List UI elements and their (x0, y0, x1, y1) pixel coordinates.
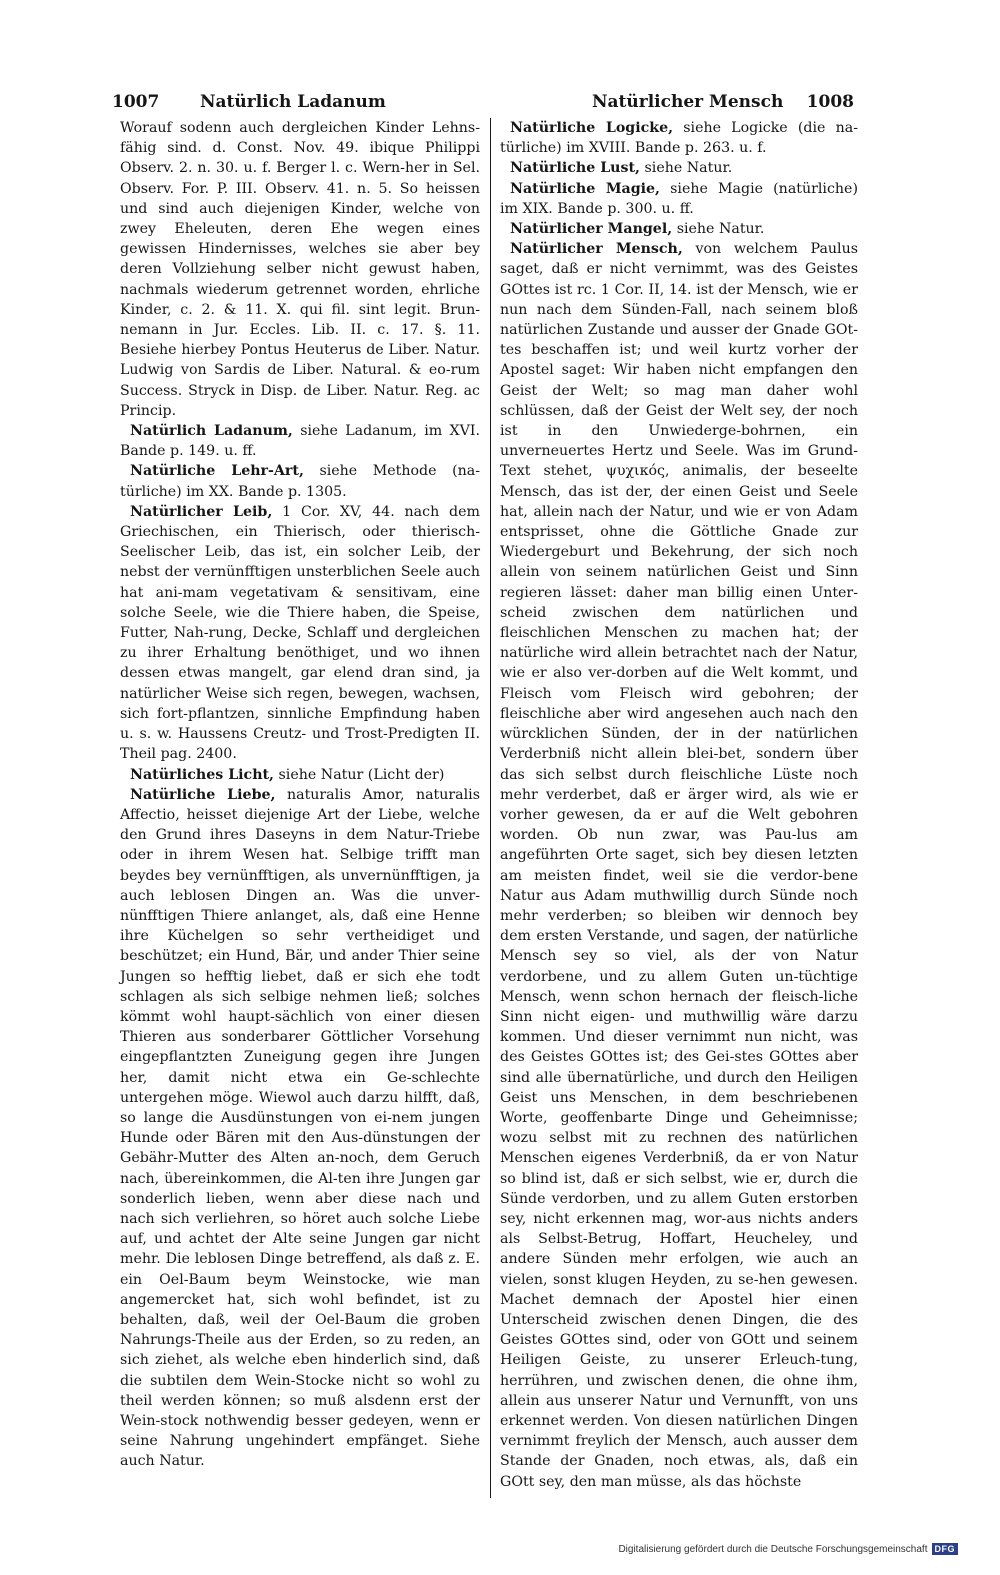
left-entry-3 (120, 502, 480, 765)
right-entry-2 (500, 179, 858, 219)
entry-lemma: Natürliches Licht, (130, 766, 275, 783)
funding-credit: Digitalisierung gefördert durch die Deutsche Forschungsgemeinschaft (618, 1543, 928, 1555)
left-column (120, 118, 480, 1472)
entry-lemma: Natürlicher Mangel, (510, 221, 673, 238)
right-entry-3 (500, 219, 858, 239)
right-column (500, 118, 858, 1492)
page-header (112, 88, 852, 118)
right-entry-1 (500, 158, 858, 178)
entry-lemma: Natürlicher Mensch, (510, 241, 683, 258)
entry-text: Worauf sodenn auch dergleichen Kinder Lehns-fähig sind. d. Const. Nov. 49. ibique Philippi Observ. 2. n. 30. u. f. Berger l. c. Wern-her in Sel. Observ. For. P. III. Observ. 41. n. 5. So heissen und sind auch diejenigen Kinder, welche von zwey Eheleuten, deren Ehe wegen eines gewissen Hindernisses, welches sie aber bey deren Vollziehung selber nicht gewust haben, nachmals wiederum getrennet worden, ehrliche Kinder, c. 2. & 11. X. qui fil. sint legit. Brun-nemann in Jur. Eccles. Lib. II. c. 17. §. 11. Besiehe hierbey Pontus Heuterus de Liber. Natur. Ludwig von Sardis de Liber. Natural. & eo-rum Success. Stryck in Disp. de Liber. Natur. Reg. ac Princip. (120, 120, 480, 419)
entry-text: siehe Natur (Licht der) (278, 766, 445, 783)
scan-page (112, 88, 858, 1490)
left-entry-5 (120, 785, 480, 1472)
entry-text: siehe Natur. (676, 221, 765, 238)
left-entry-0 (120, 118, 480, 421)
entry-text: siehe Logicke (die na-türliche) im XVIII. Bande p. 263. u. f. (500, 120, 858, 157)
entry-text: 1 Cor. XV, 44. nach dem Griechischen, ein Thierisch, oder thierisch-Seelischer Leib, das ist, ein solcher Leib, der nebst der vernünfftigen unsterblichen Seele auch hat ani-mam vegetativam & sensitivam, eine solche Seele, wie die Thiere haben, die Speise, Futter, Nah-rung, Decke, Schlaff und dergleichen zu ihrer Erhaltung benöthiget, und wo ihnen dessen etwas mangelt, gar elend dran sind, ja natürlicher Weise sich regen, bewegen, wachsen, sich fort-pflantzen, sinnliche Empfindung haben u. s. w. Haussens Creutz- und Trost-Predigten II. Theil pag. 2400. (120, 503, 480, 763)
entry-lemma: Natürliche Logicke, (510, 120, 674, 136)
column-divider (490, 118, 491, 1498)
running-title-left: Natürlich Ladanum (200, 92, 386, 112)
left-entry-4 (120, 765, 480, 785)
entry-lemma: Natürliche Lust, (510, 160, 640, 177)
right-entry-4 (500, 239, 858, 1492)
right-entry-0 (500, 118, 858, 158)
left-entry-1 (120, 421, 480, 461)
left-entry-2 (120, 461, 480, 501)
entry-lemma: Natürlich Ladanum, (130, 423, 293, 440)
entry-text: siehe Methode (na-türliche) im XX. Bande p. 1305. (120, 463, 480, 500)
page-number-left: 1007 (112, 92, 160, 112)
entry-text: siehe Magie (natürliche) im XIX. Bande p. 300. u. ff. (500, 180, 858, 217)
page-number-right: 1008 (806, 92, 854, 112)
dfg-logo: DFG (932, 1543, 959, 1555)
entry-lemma: Natürliche Magie, (510, 180, 660, 197)
entry-lemma: Natürliche Liebe, (130, 786, 276, 803)
entry-text: siehe Natur. (644, 160, 733, 177)
entry-text: von welchem Paulus saget, daß er nicht vernimmt, was des Geistes GOttes ist rc. 1 Cor. II, 14. ist der Mensch, wie er nun nach dem Sünden-Fall, nach seinem bloß natürlichen Zustande und ausser der Gnade GOt-tes beschaffen ist; und weil kurtz vorher der Apostel saget: Wir haben nicht empfangen den Geist der Welt; so mag man daher wohl schlüssen, daß der Geist der Welt sey, der noch ist in den Unwiederge-bohrnen, ein unverneuertes Hertz und Seele. Was im Grund-Text stehet, ψυχικός, animalis, der beseelte Mensch, das ist der, der einen Geist und Seele hat, allein nach der Natur, und wie er von Adam entsprisset, ohne die Göttliche Gnade zur Wiedergeburt und Bekehrung, der sich noch allein von seinem natürlichen Geist und Sinn regieren lässet: daher man billig einen Unter-scheid zwischen dem natürlichen und fleischlichen Menschen zu machen hat; der natürliche wird allein betrachtet nach der Natur, wie er also ver-dorben auf die Welt kommt, und Fleisch vom Fleisch wird gebohren; der fleischliche aber wird angesehen auch nach den würcklichen Sünden, der in der natürlichen Verderbniß nicht allein blei-bet, sondern über das sich selbst durch fleischliche Lüste noch mehr verderbet, daß er ärger wird, als wie er vorher gewesen, da er auf die Welt gebohren worden. Ob nun zwar, was Pau-lus am angeführten Orte saget, sich bey diesen letzten am meisten findet, weil sie die verdor-bene Natur aus Adam muthwillig durch Sünde noch mehr verderben; so bleiben wir dennoch bey dem ersten Verstande, und sagen, der natürliche Mensch sey so viel, als der von Natur verdorbene, und zu allem Guten un-tüchtige Mensch, wenn schon hernach der fleisch-liche Sinn nicht eigen- und muthwillig wäre darzu kommen. Und dieser vernimmt nun nicht, was des Geistes GOttes ist; des Gei-stes GOttes aber sind alle übernatürliche, und durch den Heiligen Geist uns Menschen, in dem beschriebenen Worte, geoffenbarte Dinge und Geheimnisse; wozu selbst mit zu rechnen des natürlichen Menschen eigenes Verderbniß, da er von Natur so blind ist, daß er sich selbst, wie er, durch die Sünde verdorben, und zu allem Guten erstorben sey, nicht erkennen mag, wor-aus nichts anders als Selbst-Betrug, Hoffart, Heucheley, und andere Sünden mehr erfolgen, wie auch an vielen, sonst klugen Heyden, zu se-hen gewesen. Machet demnach der Apostel hier einen Unterscheid zwischen denen Dingen, die des Geistes GOttes sind, oder von GOtt und seinem Heiligen Geiste, zu unserer Erleuch-tung, herrühren, und zwischen denen, die ohne ihm, allein aus unserer Natur und Vernunfft, von uns erkennet werden. Von diesen natürlichen Dingen vernimmt freylich der Mensch, auch ausser dem Stande der Gnaden, noch etwas, als, daß ein GOtt sey, den man müsse, als das höchste (500, 241, 858, 1490)
running-title-right: Natürlicher Mensch (592, 92, 784, 112)
entry-lemma: Natürlicher Leib, (130, 503, 273, 520)
entry-text: naturalis Amor, naturalis Affectio, heisset diejenige Art der Liebe, welche den Grund ihres Daseyns in dem Natur-Triebe oder in ihrem Wesen hat. Selbige trifft man beydes bey vernünfftigen, als unvernünfftigen, ja auch leblosen Dingen an. Was die unver-nünfftigen Thiere anlanget, als, daß eine Henne ihre Küchelgen so sehr vertheidiget und beschützet; ein Hund, Bär, und ander Thier seine Jungen so hefftig liebet, daß er sich ehe todt schlagen als sich selbige nehmen ließ; solches kömmt wohl haupt-sächlich von einer diesen Thieren aus sonderbarer Göttlicher Vorsehung eingepflantzten Zuneigung gegen ihre Jungen her, damit nicht etwa ein Ge-schlechte untergehen möge. Wiewol auch darzu hilfft, daß, so lange die Ausdünstungen von ei-nem jungen Hunde oder Bären mit den Aus-dünstungen der Gebähr-Mutter des Alten an-noch, dem Geruch nach, übereinkommen, die Al-ten ihre Jungen gar sonderlich lieben, wenn aber diese nach und nach sich verliehren, so höret auch solche Liebe auf, und achtet der Alte seine Jungen gar nicht mehr. Die leblosen Dinge betreffend, als daß z. E. ein Oel-Baum beym Weinstocke, wie man angemercket hat, sich wohl befindet, ist zu behalten, daß, weil der Oel-Baum die groben Nahrungs-Theile aus der Erden, so zu reden, an sich ziehet, als welche eben hinderlich sind, daß die subtilen dem Wein-Stocke nicht so wohl zu theil werden können; so muß alsdenn erst der Wein-stock nothwendig besser gedeyen, wenn er seine Nahrung ungehindert empfänget. Siehe auch Natur. (120, 786, 480, 1470)
entry-lemma: Natürliche Lehr-Art, (130, 463, 304, 480)
digitization-footer (618, 1543, 958, 1555)
entry-text: siehe Ladanum, im XVI. Bande p. 149. u. ff. (120, 423, 481, 460)
